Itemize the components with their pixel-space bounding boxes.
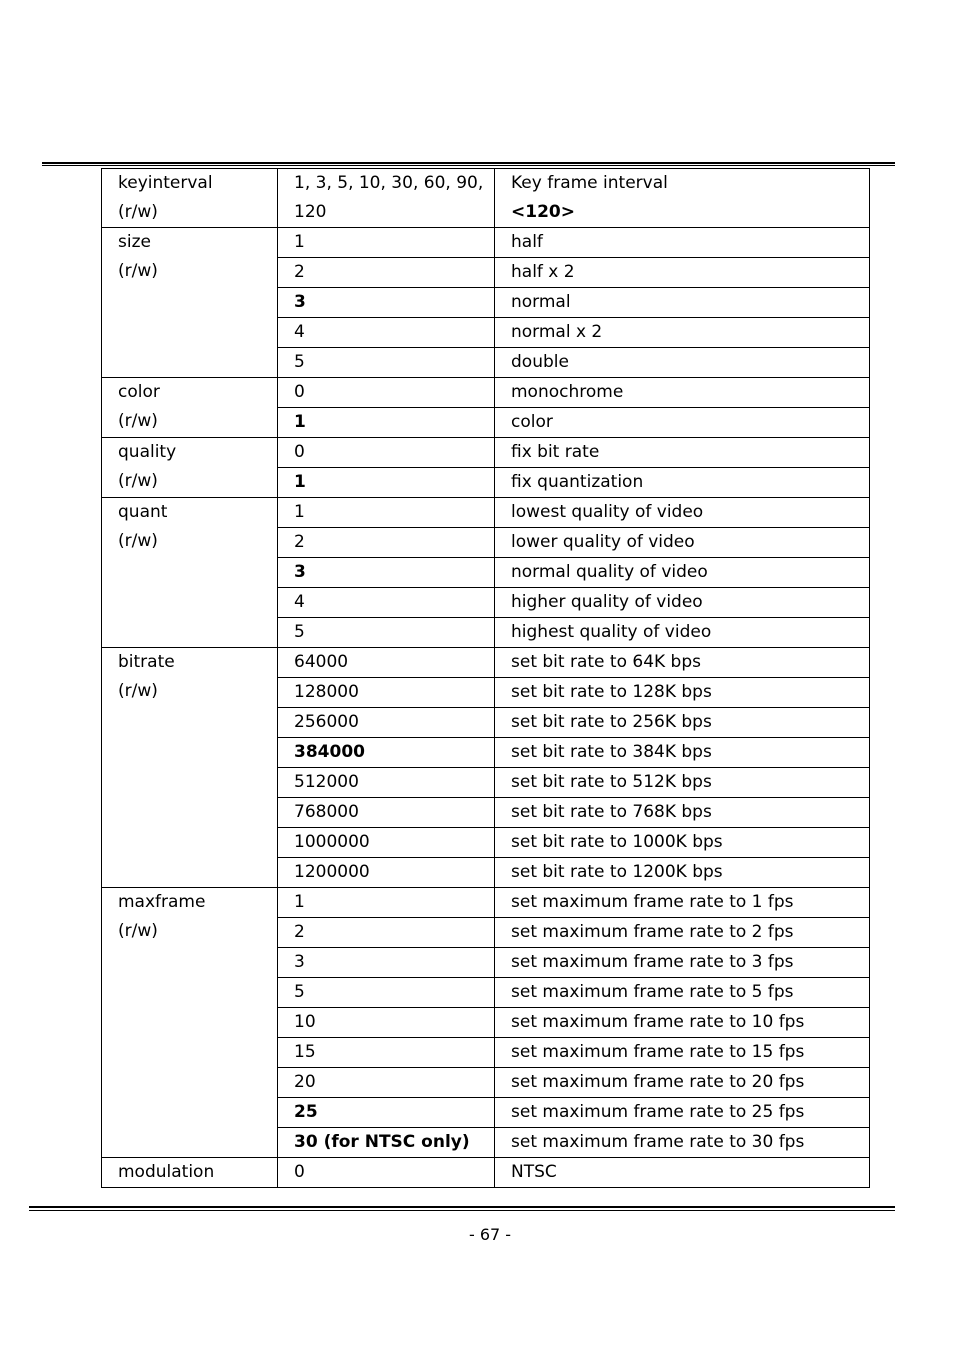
footer-rule xyxy=(29,1206,895,1211)
description-text: highest quality of video xyxy=(511,622,712,642)
value-text: 20 xyxy=(294,1072,316,1092)
description-cell xyxy=(495,978,870,1008)
param-cell xyxy=(102,438,278,498)
value-text: 768000 xyxy=(294,802,359,822)
description-text: monochrome xyxy=(511,382,624,402)
description-cell xyxy=(495,768,870,798)
value-cell xyxy=(278,228,495,258)
value-cell xyxy=(278,378,495,408)
value-text: 15 xyxy=(294,1042,316,1062)
description-text: set maximum frame rate to 30 fps xyxy=(511,1132,805,1152)
table-row xyxy=(102,888,870,918)
value-cell xyxy=(278,858,495,888)
description-cell xyxy=(495,558,870,588)
description-text: set maximum frame rate to 10 fps xyxy=(511,1012,805,1032)
description-cell xyxy=(495,1158,870,1188)
header-rule xyxy=(42,162,895,166)
description-text: set bit rate to 1200K bps xyxy=(511,862,723,882)
description-text: double xyxy=(511,352,569,372)
value-text: 4 xyxy=(294,592,305,612)
value-text: 1 xyxy=(294,502,305,522)
value-text-line2: 120 xyxy=(294,202,327,222)
description-text: set bit rate to 256K bps xyxy=(511,712,712,732)
value-cell xyxy=(278,408,495,438)
description-cell xyxy=(495,738,870,768)
value-text: 256000 xyxy=(294,712,359,732)
description-cell xyxy=(495,228,870,258)
value-text: 0 xyxy=(294,442,305,462)
param-name: maxframe xyxy=(118,892,206,912)
param-access: (r/w) xyxy=(118,921,158,941)
description-text: set maximum frame rate to 5 fps xyxy=(511,982,794,1002)
param-access: (r/w) xyxy=(118,411,158,431)
page-number: - 67 - xyxy=(468,1225,512,1244)
value-cell xyxy=(278,738,495,768)
value-text: 384000 xyxy=(294,742,365,762)
table-row xyxy=(102,169,870,228)
description-cell xyxy=(495,438,870,468)
description-cell xyxy=(495,378,870,408)
value-cell xyxy=(278,558,495,588)
value-text: 2 xyxy=(294,922,305,942)
param-cell xyxy=(102,498,278,648)
value-text: 64000 xyxy=(294,652,349,672)
description-text: Key frame interval xyxy=(511,173,668,193)
description-text: set maximum frame rate to 15 fps xyxy=(511,1042,805,1062)
value-text: 128000 xyxy=(294,682,359,702)
value-cell xyxy=(278,1098,495,1128)
value-cell xyxy=(278,588,495,618)
value-text: 1, 3, 5, 10, 30, 60, 90, xyxy=(294,173,484,193)
value-cell xyxy=(278,348,495,378)
description-cell xyxy=(495,678,870,708)
description-cell xyxy=(495,1038,870,1068)
value-text: 0 xyxy=(294,1162,305,1182)
value-cell xyxy=(278,828,495,858)
table-row xyxy=(102,1158,870,1188)
description-text: lower quality of video xyxy=(511,532,695,552)
value-text: 3 xyxy=(294,562,306,582)
param-access: (r/w) xyxy=(118,202,158,222)
value-text: 1 xyxy=(294,472,306,492)
value-cell xyxy=(278,288,495,318)
parameter-table xyxy=(101,168,870,1188)
value-cell xyxy=(278,708,495,738)
param-name: keyinterval xyxy=(118,173,213,193)
description-cell xyxy=(495,918,870,948)
description-cell xyxy=(495,1128,870,1158)
description-cell xyxy=(495,318,870,348)
param-name: modulation xyxy=(118,1162,215,1182)
param-access: (r/w) xyxy=(118,261,158,281)
description-text: half xyxy=(511,232,543,252)
description-cell xyxy=(495,648,870,678)
value-text: 3 xyxy=(294,952,305,972)
param-name: color xyxy=(118,382,160,402)
description-cell xyxy=(495,258,870,288)
description-cell xyxy=(495,888,870,918)
param-access: (r/w) xyxy=(118,681,158,701)
param-cell xyxy=(102,648,278,888)
value-text: 5 xyxy=(294,352,305,372)
table-row xyxy=(102,648,870,678)
description-cell xyxy=(495,348,870,378)
value-cell xyxy=(278,468,495,498)
param-access: (r/w) xyxy=(118,471,158,491)
description-text: set maximum frame rate to 25 fps xyxy=(511,1102,805,1122)
value-text: 1200000 xyxy=(294,862,370,882)
description-text: color xyxy=(511,412,553,432)
description-cell xyxy=(495,948,870,978)
description-text: set bit rate to 64K bps xyxy=(511,652,701,672)
value-text: 0 xyxy=(294,382,305,402)
description-text: set bit rate to 768K bps xyxy=(511,802,712,822)
value-text: 2 xyxy=(294,532,305,552)
table-row xyxy=(102,228,870,258)
description-cell xyxy=(495,798,870,828)
param-name: size xyxy=(118,232,151,252)
value-text: 3 xyxy=(294,292,306,312)
value-text: 5 xyxy=(294,982,305,1002)
value-text: 512000 xyxy=(294,772,359,792)
value-cell xyxy=(278,768,495,798)
description-text: higher quality of video xyxy=(511,592,703,612)
value-text: 1 xyxy=(294,232,305,252)
description-text: normal x 2 xyxy=(511,322,603,342)
description-cell xyxy=(495,618,870,648)
description-text: set bit rate to 512K bps xyxy=(511,772,712,792)
description-cell xyxy=(495,1068,870,1098)
value-cell xyxy=(278,1038,495,1068)
description-cell xyxy=(495,858,870,888)
value-cell xyxy=(278,918,495,948)
table-row xyxy=(102,378,870,408)
description-cell xyxy=(495,498,870,528)
value-text: 1 xyxy=(294,892,305,912)
description-cell xyxy=(495,528,870,558)
value-cell xyxy=(278,318,495,348)
value-cell xyxy=(278,948,495,978)
description-text: set bit rate to 384K bps xyxy=(511,742,712,762)
table-row xyxy=(102,438,870,468)
param-cell xyxy=(102,888,278,1158)
param-cell xyxy=(102,169,278,228)
param-cell xyxy=(102,378,278,438)
description-text: fix quantization xyxy=(511,472,644,492)
description-cell xyxy=(495,1008,870,1038)
value-cell xyxy=(278,1128,495,1158)
description-text: set maximum frame rate to 20 fps xyxy=(511,1072,805,1092)
value-cell xyxy=(278,1008,495,1038)
value-cell xyxy=(278,678,495,708)
description-cell xyxy=(495,288,870,318)
description-text: set maximum frame rate to 2 fps xyxy=(511,922,794,942)
value-text: 25 xyxy=(294,1102,318,1122)
value-cell xyxy=(278,1068,495,1098)
description-cell xyxy=(495,468,870,498)
description-text: set bit rate to 1000K bps xyxy=(511,832,723,852)
description-text: NTSC xyxy=(511,1162,557,1182)
param-name: bitrate xyxy=(118,652,175,672)
value-cell xyxy=(278,169,495,228)
description-cell xyxy=(495,588,870,618)
param-cell xyxy=(102,228,278,378)
value-cell xyxy=(278,528,495,558)
value-text: 1 xyxy=(294,412,306,432)
value-cell xyxy=(278,438,495,468)
value-cell xyxy=(278,798,495,828)
description-text: fix bit rate xyxy=(511,442,600,462)
value-text: 2 xyxy=(294,262,305,282)
value-cell xyxy=(278,648,495,678)
description-text: lowest quality of video xyxy=(511,502,704,522)
param-cell xyxy=(102,1158,278,1188)
value-text: 30 (for NTSC only) xyxy=(294,1132,470,1152)
description-default: <120> xyxy=(511,202,575,222)
param-name: quant xyxy=(118,502,168,522)
description-cell xyxy=(495,1098,870,1128)
value-cell xyxy=(278,1158,495,1188)
value-text: 1000000 xyxy=(294,832,370,852)
value-cell xyxy=(278,618,495,648)
description-text: set maximum frame rate to 3 fps xyxy=(511,952,794,972)
description-cell xyxy=(495,408,870,438)
value-cell xyxy=(278,978,495,1008)
value-text: 5 xyxy=(294,622,305,642)
param-name: quality xyxy=(118,442,177,462)
value-cell xyxy=(278,888,495,918)
param-access: (r/w) xyxy=(118,531,158,551)
description-text: set bit rate to 128K bps xyxy=(511,682,712,702)
description-cell xyxy=(495,708,870,738)
description-cell xyxy=(495,169,870,228)
description-cell xyxy=(495,828,870,858)
value-text: 10 xyxy=(294,1012,316,1032)
description-text: set maximum frame rate to 1 fps xyxy=(511,892,794,912)
value-cell xyxy=(278,258,495,288)
table-row xyxy=(102,498,870,528)
description-text: half x 2 xyxy=(511,262,575,282)
description-text: normal xyxy=(511,292,571,312)
value-cell xyxy=(278,498,495,528)
value-text: 4 xyxy=(294,322,305,342)
description-text: normal quality of video xyxy=(511,562,708,582)
